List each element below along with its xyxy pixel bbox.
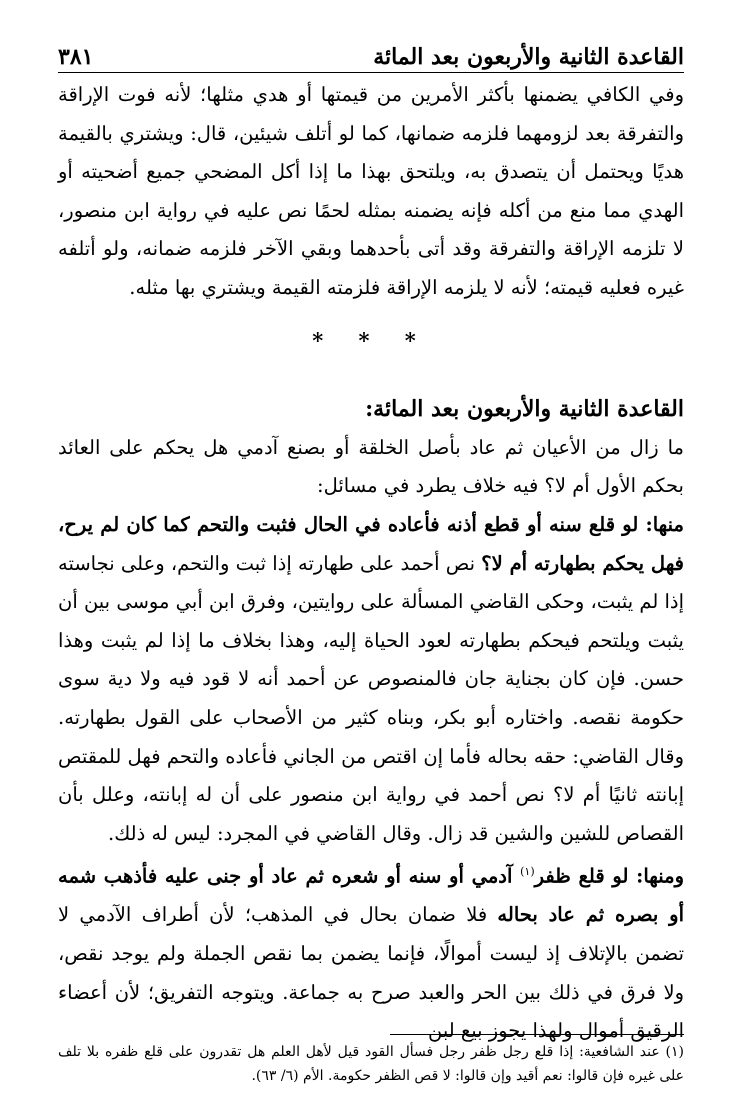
footnote-rule [390, 1034, 684, 1035]
paragraph-2: ما زال من الأعيان ثم عاد بأصل الخلقة أو بصنع آدمي هل يحكم على العائد بحكم الأول أم لا؟ فيه خلاف يطرد في مسائل: [58, 435, 684, 498]
header-rule [58, 72, 684, 73]
running-title: القاعدة الثانية والأربعون بعد المائة [373, 44, 684, 70]
paragraph-4-text: فلا ضمان بحال في المذهب؛ لأن أطراف الآدمي لا تضمن بالإتلاف إذ ليست أموالًا، فإنما يضمن بما نقص الجملة ولم يوجد نقص، ولا فرق في ذلك بين الحر والعبد صرح به جماعة. ويتوجه التفريق؛ لأن أعضاء الرقيق أموال ولهذا يجوز بيع لبن [58, 903, 684, 1043]
page-number: ٣٨١ [58, 44, 94, 70]
section-divider: * * * [312, 327, 430, 353]
paragraph-4-lead: ومنها: لو قلع ظفر [534, 864, 684, 888]
paragraph-4-lead-2: آدمي أو سنه أو شعره ثم عاد أو جنى عليه فأذهب شمه أو بصره ثم عاد بحاله [58, 864, 684, 927]
page-header [58, 30, 684, 70]
rule-heading: القاعدة الثانية والأربعون بعد المائة: [365, 396, 684, 423]
footnote: (١) عند الشافعية: إذا قلع رجل ظفر رجل فسأل القود قيل لأهل العلم هل تقدرون على قلع ظفره بلا تلف على غيره فإن قالوا: نعم أقيد وإن قالوا: لا قص الظفر حكومة. الأم (٦/ ٦٣). [58, 1044, 684, 1084]
footnote-marker: (١) [520, 865, 535, 879]
body-text [58, 76, 684, 1051]
paragraph-3-text: نص أحمد على طهارته إذا ثبت والتحم، وعلى نجاسته إذا لم يثبت، وحكى القاضي المسألة على روايتين، وفرق ابن أبي موسى بين أن يثبت ويلتحم فيحكم بطهارته لعود الحياة إليه، وهذا بخلاف ما إذا لم يثبت وهذا حسن. فإن كان بجناية جان فالمنصوص عن أحمد أنه لا قود فيه ولا دية سوى حكومة نقصه. واختاره أبو بكر، وبناه كثير من الأصحاب على القول بطهارته. وقال القاضي: حقه بحاله فأما إن اقتص من الجاني فأعاده والتحم فهل للمقتص إبانته ثانيًا أم لا؟ نص أحمد في رواية ابن منصور على أن له إبانته، وعلل بأن القصاص للشين والشين قد زال. وقال القاضي في المجرد: ليس له ذلك. [58, 551, 684, 845]
paragraph-3-lead: منها: لو قلع سنه أو قطع أذنه فأعاده في الحال فثبت والتحم كما كان لم يرح، فهل يحكم بطهارته أم لا؟ [58, 512, 685, 575]
paragraph-4 [58, 853, 684, 1050]
paragraph-1: وفي الكافي يضمنها بأكثر الأمرين من قيمتها أو هدي مثلها؛ لأنه فوت الإراقة والتفرقة بعد لزومهما فلزمه ضمانها، كما لو أتلف شيئين، قال: ويشتري بالقيمة هديًا ويحتمل أن يتصدق به، ويلتحق بهذا ما إذا أكل المضحي جميع أضحيته أو الهدي مما منع من أكله فإنه يضمنه بمثله لحمًا نص عليه في رواية ابن منصور، لا تلزمه الإراقة والتفرقة وقد أتى بأحدهما وبقي الآخر فلزمه ضمانه، ولو أتلفه غيره فعليه قيمته؛ لأنه لا يلزمه الإراقة فلزمته القيمة ويشتري بها مثله. [58, 83, 684, 299]
paragraph-3 [58, 506, 684, 853]
